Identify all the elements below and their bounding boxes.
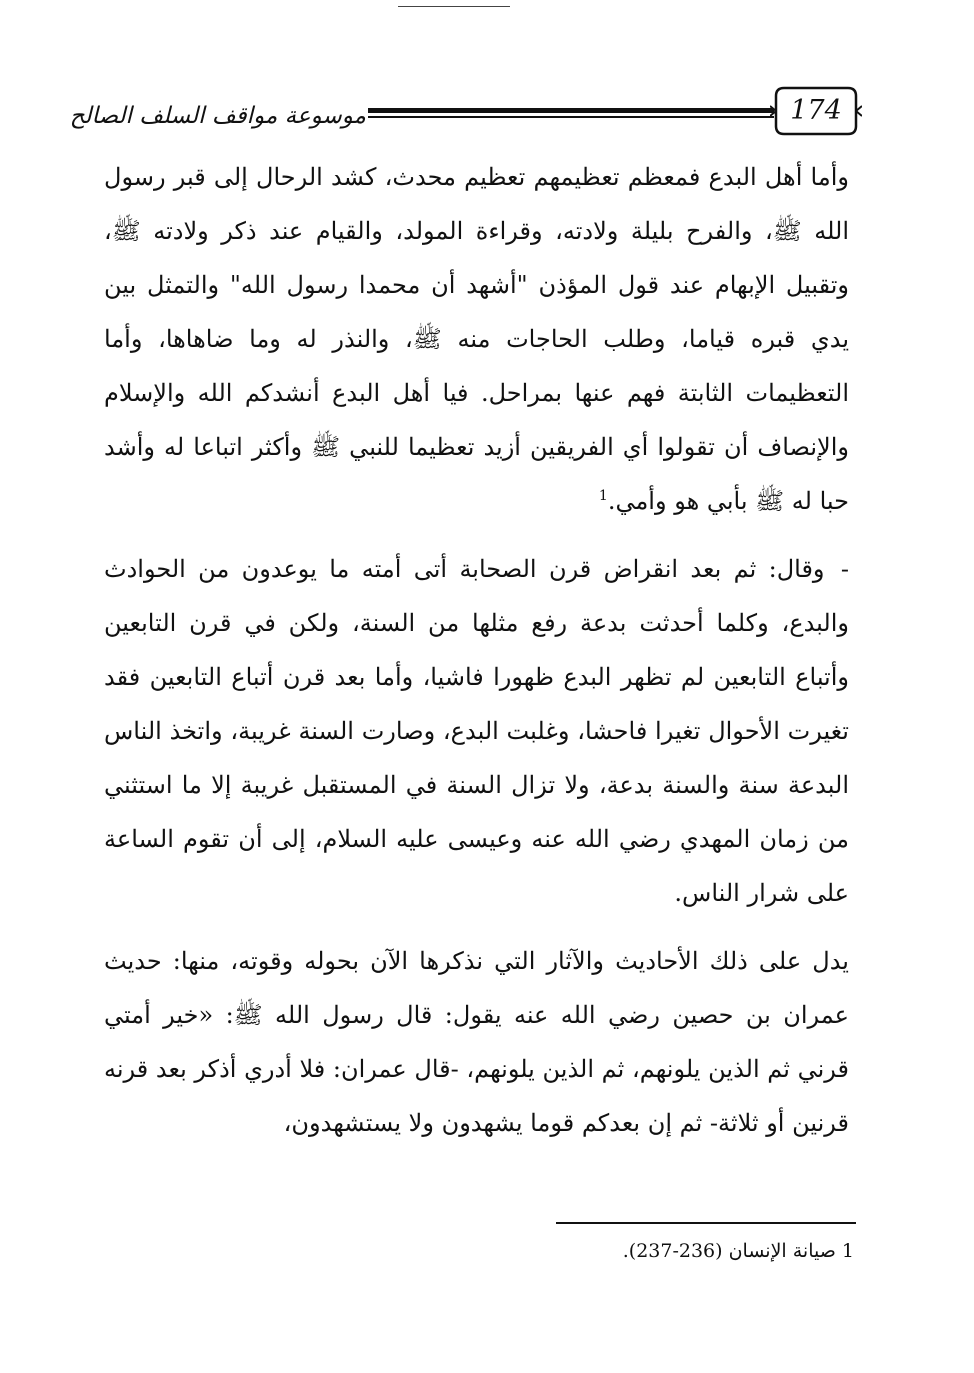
header-rule-thin bbox=[368, 116, 774, 118]
paragraph-1-text: وأما أهل البدع فمعظم تعظيمهم تعظيم محدث، كشد الرحال إلى قبر رسول الله ﷺ، والفرح بليلة ولادته، وقراءة المولد، والقيام عند ذكر ولادته ﷺ، وتقبيل الإبهام عند قول المؤذن "أشهد أن محمدا رسول الله" والتمثل بين يدي قبره قياما، وطلب الحاجات منه ﷺ، والنذر له وما ضاهاها، وأما التعظيمات الثابتة فهم عنها بمراحل. فيا أهل البدع أنشدكم الله والإسلام والإنصاف أن تقولوا أي الفريقين أزيد تعظيما للنبي ﷺ وأكثر اتباعا له وأشد حبا له ﷺ بأبي هو وأمي. bbox=[104, 163, 849, 515]
footnote-separator bbox=[556, 1222, 856, 1224]
page-header bbox=[69, 74, 866, 162]
page-number: 174 bbox=[790, 95, 842, 126]
book-title: موسوعة مواقف السلف الصالح bbox=[69, 103, 366, 129]
header-rule bbox=[368, 108, 774, 120]
paragraph-2-text: وقال: ثم بعد انقراض قرن الصحابة أتى أمته ما يوعدون من الحوادث والبدع، وكلما أحدثت بدعة رفع مثلها من السنة، ولكن في قرن التابعين وأتباع التابعين لم تظهر البدع ظهورا فاشيا، وأما بعد قرن أتباع التابعين فقد تغيرت الأحوال تغيرا فاحشا، وغلبت البدع، وصارت السنة غريبة، واتخذ الناس البدعة سنة والسنة بدعة، ولا تزال السنة في المستقبل غريبة إلا ما استثني من زمان المهدي رضي الله عنه وعيسى عليه السلام، إلى أن تقوم الساعة على شرار الناس. bbox=[104, 555, 849, 907]
paragraph-2 bbox=[104, 542, 849, 920]
footnote-text: صيانة الإنسان (236-237). bbox=[622, 1240, 836, 1262]
dash-bullet: - bbox=[840, 555, 849, 583]
page-number-badge bbox=[770, 82, 862, 140]
paragraph-3-text: يدل على ذلك الأحاديث والآثار التي نذكرها الآن بحوله وقوته، منها: حديث عمران بن حصين رضي الله عنه يقول: قال رسول الله ﷺ: «خير أمتي قرني ثم الذين يلونهم، ثم الذين يلونهم، -قال عمران: فلا أدري أذكر بعد قرنه قرنين أو ثلاثة- ثم إن بعدكم قوما يشهدون ولا يستشهدون، bbox=[104, 947, 849, 1137]
main-text bbox=[104, 150, 849, 1150]
paragraph-1 bbox=[104, 150, 849, 528]
footnote-marker: 1 bbox=[841, 1240, 854, 1262]
footnote-reference[interactable]: 1 bbox=[598, 488, 608, 504]
footnote-1 bbox=[560, 1236, 854, 1266]
top-edge-mark bbox=[398, 6, 510, 7]
paragraph-3 bbox=[104, 934, 849, 1150]
header-rule-thick bbox=[368, 108, 774, 113]
